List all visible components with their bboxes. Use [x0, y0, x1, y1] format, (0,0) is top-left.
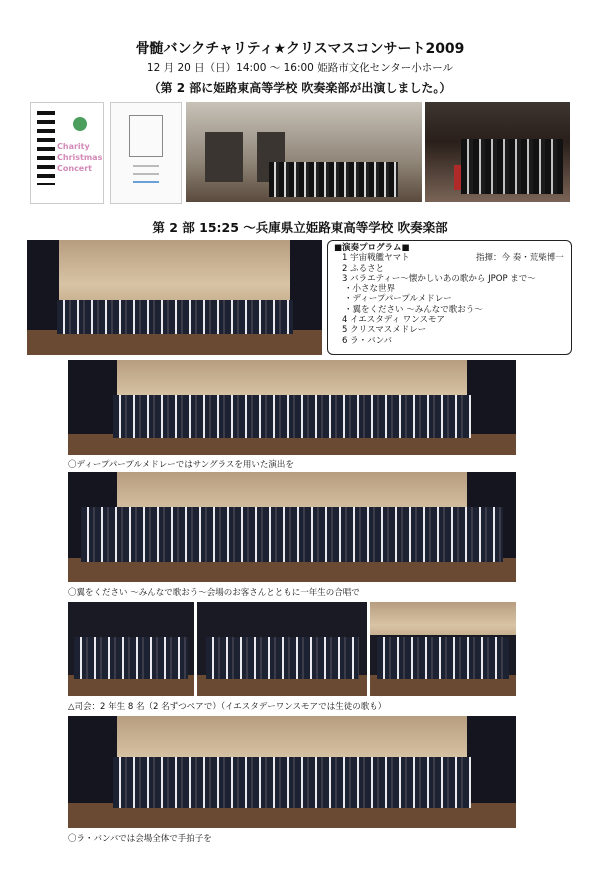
event-date: 12 月 20 日（日）14:00 ～ 16:00 姫路市文化センター小ホール: [146, 62, 454, 74]
conductor-credit: 指揮：今 奏・荒柴博一: [476, 253, 564, 264]
choir-photo: [68, 472, 516, 582]
photo-caption: 〇ラ・バンバでは会場全体で手拍子を: [68, 834, 212, 844]
program-item: 3 バラエティー～懐かしいあの歌から JPOP まで～: [342, 273, 536, 284]
program-item: 1 宇宙戦艦ヤマト 指揮：今 奏・荒柴博一: [342, 253, 564, 264]
program-sheet-image: [110, 102, 182, 204]
poster-logo: [73, 117, 87, 131]
la-bamba-photo: [68, 716, 516, 828]
program-title: ■演奏プログラム■: [334, 243, 410, 253]
program-subitem: ・小さな世界: [344, 284, 396, 295]
program-item: 4 イエスタディ ワンスモア: [342, 315, 446, 326]
piano-keys-graphic: [37, 111, 55, 185]
stage-wide-photo: [27, 240, 322, 355]
photo-caption: 〇ディープパープルメドレーではサングラスを用いた演出を: [68, 460, 294, 470]
hall-entrance-photo: [186, 102, 422, 202]
mc-photo-1: [68, 602, 194, 696]
deep-purple-medley-photo: [68, 360, 516, 455]
page-title: 骨髄バンクチャリティ★クリスマスコンサート2009: [135, 41, 465, 57]
program-item: 2 ふるさと: [342, 263, 385, 274]
program-item: 5 クリスマスメドレー: [342, 325, 427, 336]
program-list: [327, 240, 572, 355]
lobby-photo: [425, 102, 570, 202]
photo-caption: △司会：2 年生 8 名（2 名ずつペアで）（イエスタデーワンスモアでは生徒の歌も）: [68, 702, 387, 712]
program-subitem: ・翼をください ～みんなで歌おう～: [344, 304, 483, 315]
section-heading: 第 2 部 15:25 ～兵庫県立姫路東高等学校 吹奏楽部: [152, 220, 448, 235]
concert-poster-image: [30, 102, 104, 204]
poster-title: Charity Christmas Concert: [57, 142, 103, 173]
program-subitem: ・ディープパープルメドレー: [344, 294, 452, 305]
event-note: （第 2 部に姫路東高等学校 吹奏楽部が出演しました。）: [148, 81, 452, 95]
mc-photo-2: [197, 602, 367, 696]
mc-photo-3: [370, 602, 516, 696]
program-item: 6 ラ・バンバ: [342, 335, 393, 346]
photo-caption: 〇翼をください ～みんなで歌おう～会場のお客さんとともに一年生の合唱で: [68, 588, 360, 598]
